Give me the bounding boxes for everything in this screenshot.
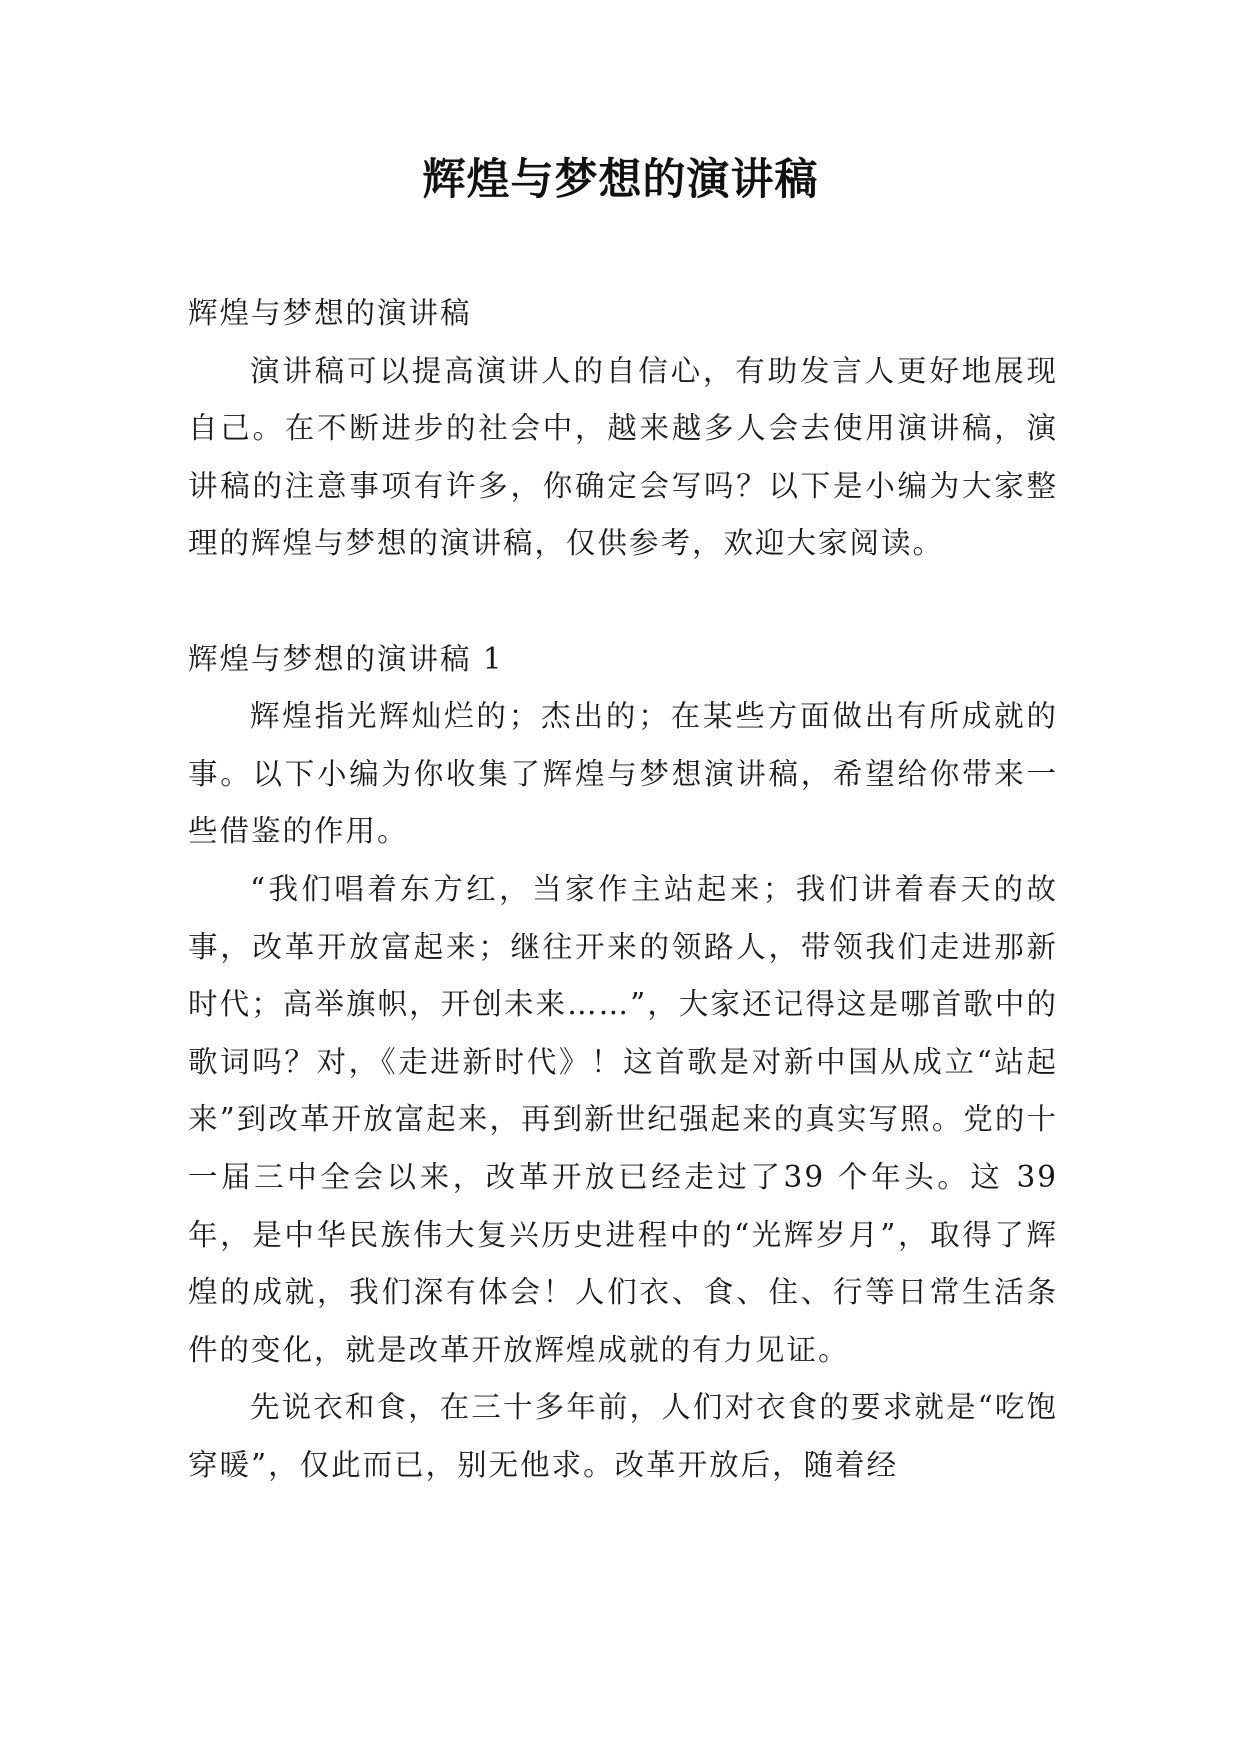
body-paragraph: 先说衣和食，在三十多年前，人们对衣食的要求就是“吃饱穿暖”，仅此而已，别无他求。改革开放后，随着经 xyxy=(188,1390,1058,1482)
body-heading: 辉煌与梦想的演讲稿 xyxy=(188,296,472,330)
intro-paragraph: 演讲稿可以提高演讲人的自信心，有助发言人更好地展现自己。在不断进步的社会中，越来越多人会去使用演讲稿，演讲稿的注意事项有许多，你确定会写吗？以下是小编为大家整理的辉煌与梦想的演讲稿，仅供参考，欢迎大家阅读。 xyxy=(188,353,1058,561)
document-title: 辉煌与梦想的演讲稿 xyxy=(422,155,819,205)
body-paragraph: 辉煌指光辉灿烂的；杰出的；在某些方面做出有所成就的事。以下小编为你收集了辉煌与梦想演讲稿，希望给你带来一些借鉴的作用。 xyxy=(188,699,1058,849)
body-paragraph: “我们唱着东方红，当家作主站起来；我们讲着春天的故事，改革开放富起来；继往开来的领路人，带领我们走进那新时代；高举旗帜，开创未来……”，大家还记得这是哪首歌中的歌词吗？对，《走进新时代》！这首歌是对新中国从成立“站起来”到改革开放富起来，再到新世纪强起来的真实写照。党的十一届三中全会以来，改革开放已经走过了39 个年头。这 39 年，是中华民族伟大复兴历史进程中的“光辉岁月”，取得了辉煌的成就，我们深有体会！人们衣、食、住、行等日常生活条件的变化，就是改革开放辉煌成就的有力见证。 xyxy=(188,871,1058,1367)
section-heading: 辉煌与梦想的演讲稿 1 xyxy=(188,641,504,676)
document-body xyxy=(188,285,1058,1494)
